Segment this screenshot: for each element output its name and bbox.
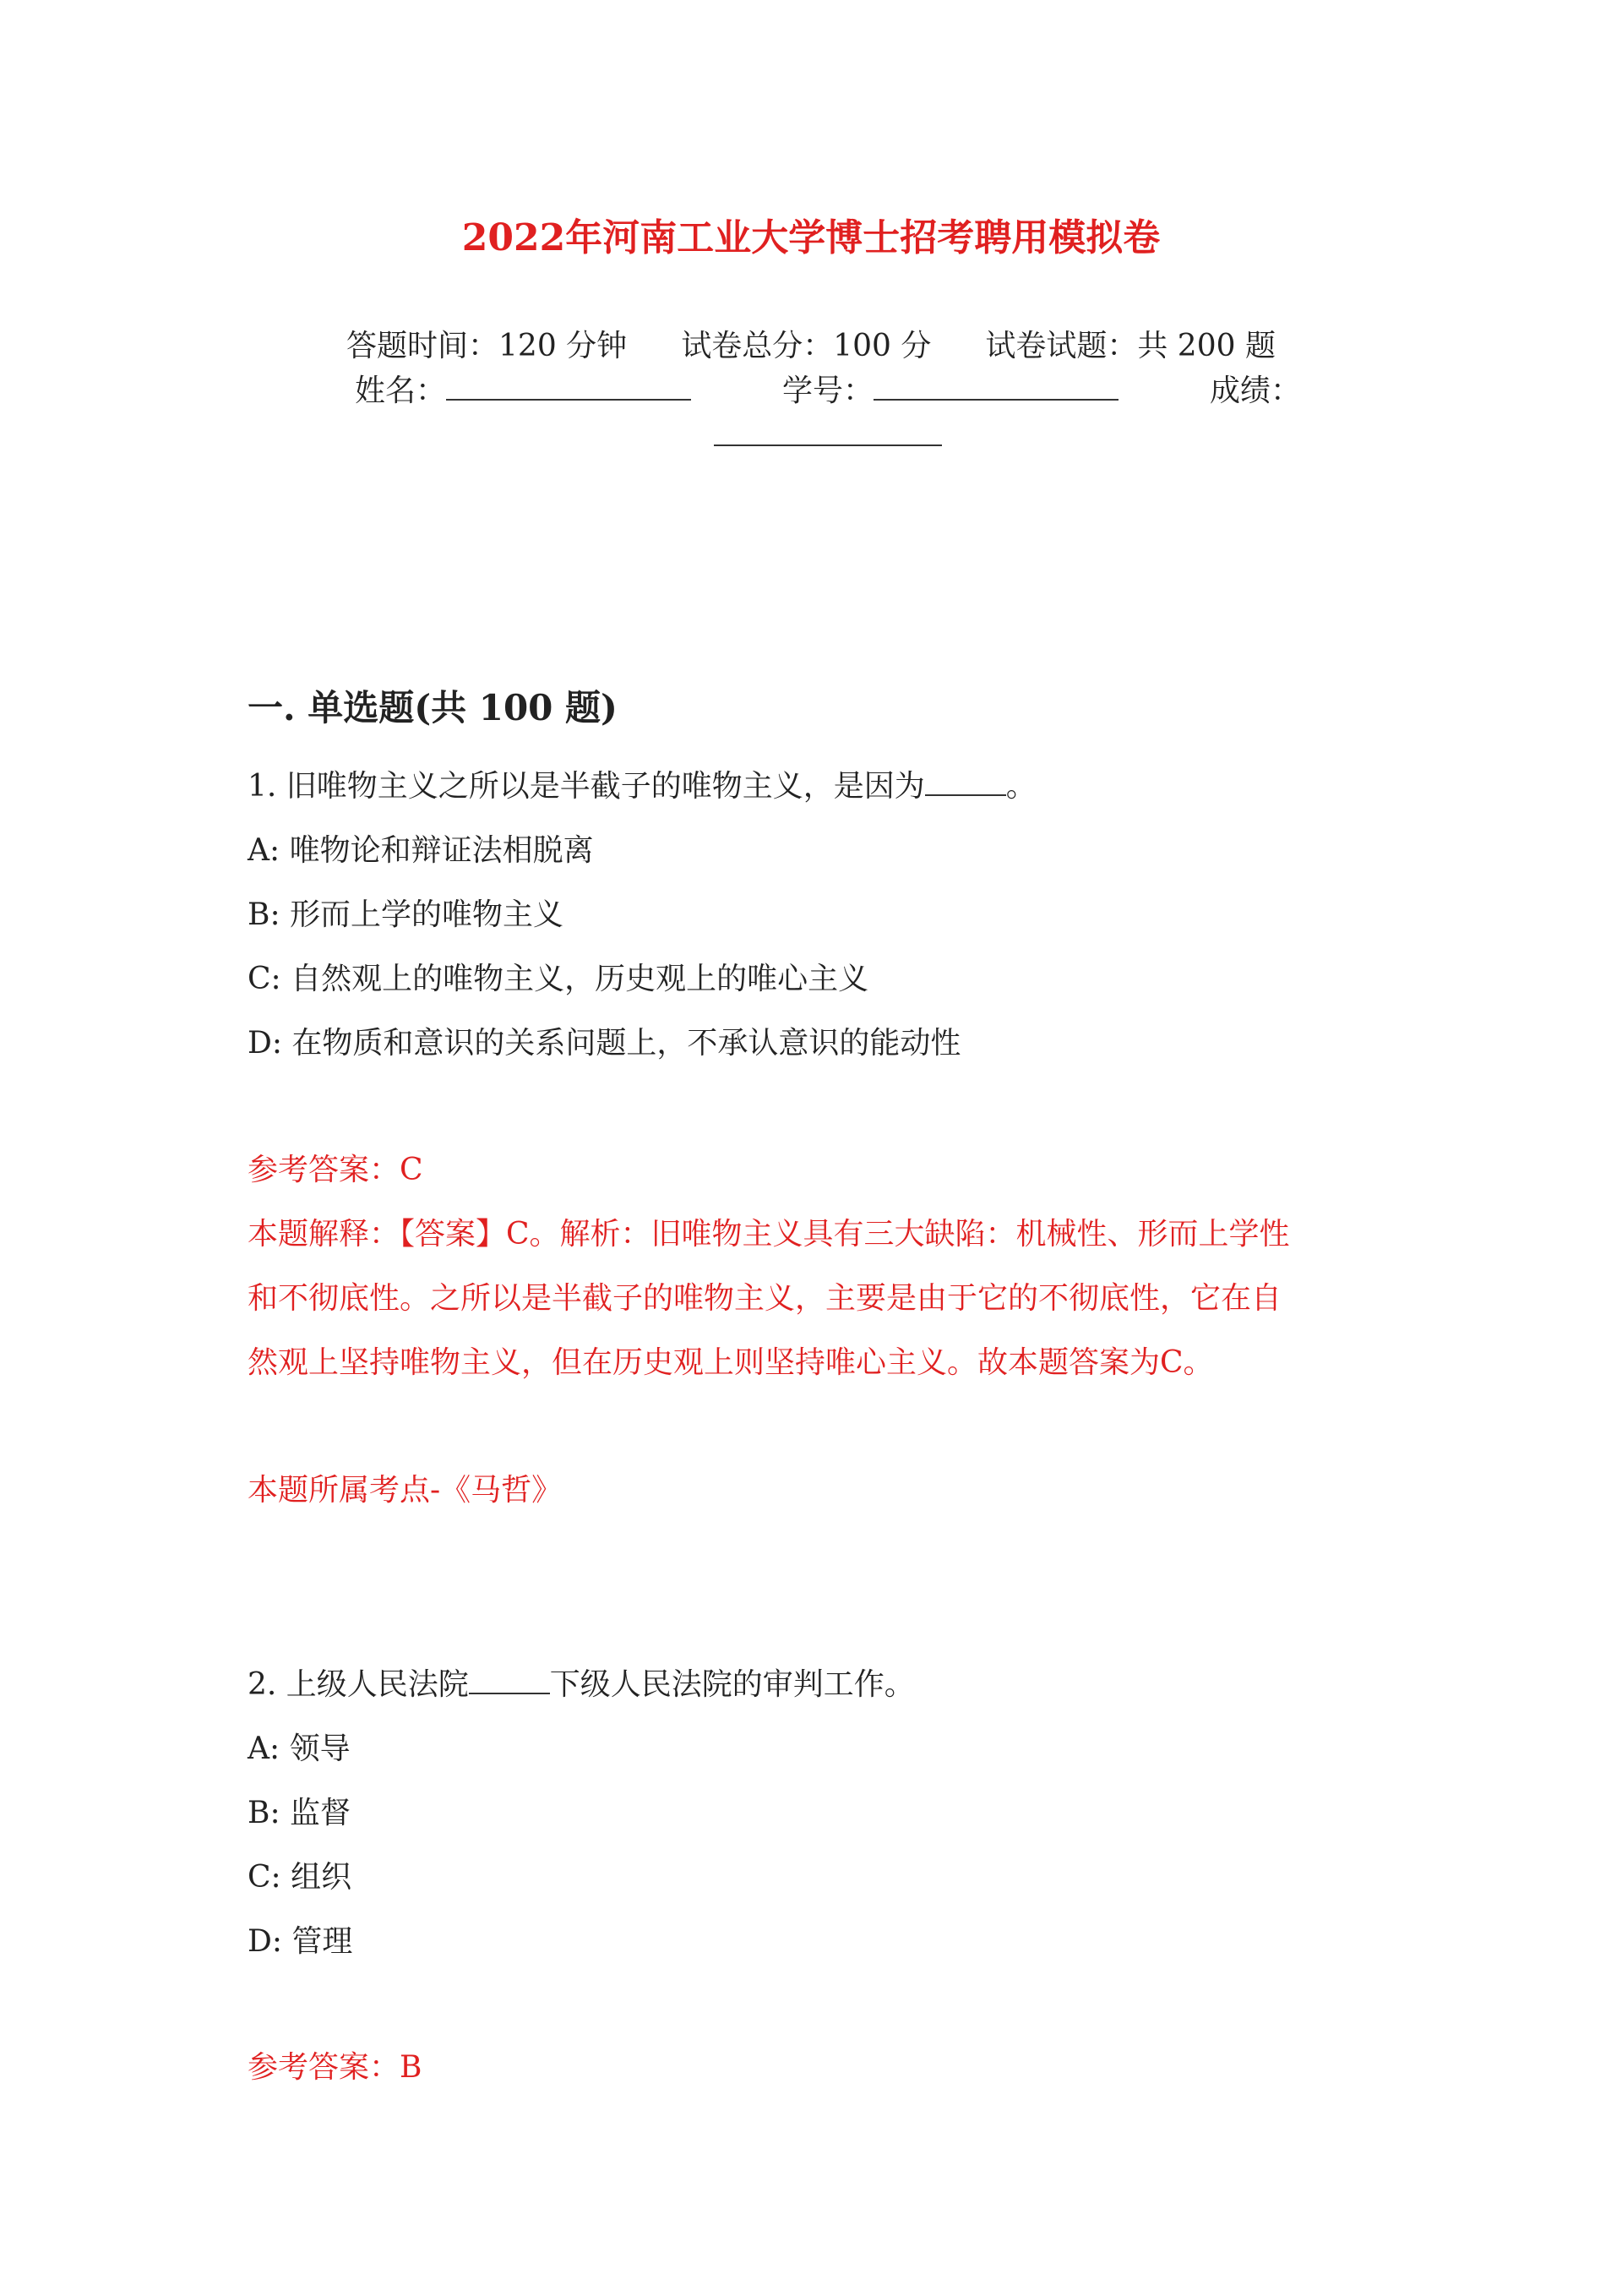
student-fields xyxy=(355,370,1301,458)
question-1-blank xyxy=(925,769,1006,796)
question-1-option-d: D: 在物质和意识的关系问题上，不承认意识的能动性 xyxy=(248,1026,961,1061)
score-blank xyxy=(714,416,942,446)
question-1-stem xyxy=(248,755,1380,819)
question-1-stem-text: 1. 旧唯物主义之所以是半截子的唯物主义，是因为 xyxy=(248,769,925,804)
question-1-explanation-line: 然观上坚持唯物主义，但在历史观上则坚持唯心主义。故本题答案为C。 xyxy=(248,1345,1214,1380)
question-2-option-d: D: 管理 xyxy=(248,1924,353,1959)
score-label: 成绩： xyxy=(1209,374,1301,408)
id-field xyxy=(782,370,1119,412)
name-field xyxy=(355,370,691,412)
question-2-stem-end: 下级人民法院的审判工作。 xyxy=(549,1667,915,1702)
name-label: 姓名： xyxy=(355,374,447,408)
question-2-answer-block xyxy=(248,2036,1380,2100)
id-blank xyxy=(874,370,1119,401)
exam-time: 答题时间：120 分钟 xyxy=(346,329,628,363)
question-1-explanation-line: 本题解释：【答案】C。解析：旧唯物主义具有三大缺陷：机械性、形而上学性 xyxy=(248,1217,1290,1252)
exam-meta xyxy=(0,325,1622,368)
question-2-answer: 参考答案：B xyxy=(248,2050,422,2085)
question-2-stem xyxy=(248,1653,1380,1717)
exam-title: 2022年河南工业大学博士招考聘用模拟卷 xyxy=(461,216,1161,259)
question-2-option-b: B: 监督 xyxy=(248,1796,351,1830)
question-1-option-b: B: 形而上学的唯物主义 xyxy=(248,897,564,932)
question-1 xyxy=(248,755,1380,1076)
question-2-option-a: A: 领导 xyxy=(248,1732,351,1766)
question-1-explanation-line: 和不彻底性。之所以是半截子的唯物主义，主要是由于它的不彻底性，它在自 xyxy=(248,1281,1282,1316)
question-2-option-c: C: 组织 xyxy=(248,1860,352,1895)
question-1-topic xyxy=(248,1459,1380,1523)
exam-total-score: 试卷总分：100 分 xyxy=(681,329,932,363)
question-1-option-a: A: 唯物论和辩证法相脱离 xyxy=(248,833,594,868)
section-heading: 一. 单选题(共 100 题) xyxy=(248,687,618,728)
question-2-blank xyxy=(469,1667,550,1694)
name-blank xyxy=(446,370,691,401)
question-2 xyxy=(248,1653,1380,1974)
exam-question-count: 试卷试题：共 200 题 xyxy=(985,329,1276,363)
question-1-stem-end: 。 xyxy=(1005,769,1037,804)
question-1-answer-block xyxy=(248,1138,1380,1395)
question-2-stem-text: 2. 上级人民法院 xyxy=(248,1667,469,1702)
question-1-topic-text: 本题所属考点-《马哲》 xyxy=(248,1473,563,1508)
id-label: 学号： xyxy=(781,374,874,408)
question-1-answer: 参考答案：C xyxy=(248,1153,423,1187)
question-1-option-c: C: 自然观上的唯物主义，历史观上的唯心主义 xyxy=(248,962,869,996)
